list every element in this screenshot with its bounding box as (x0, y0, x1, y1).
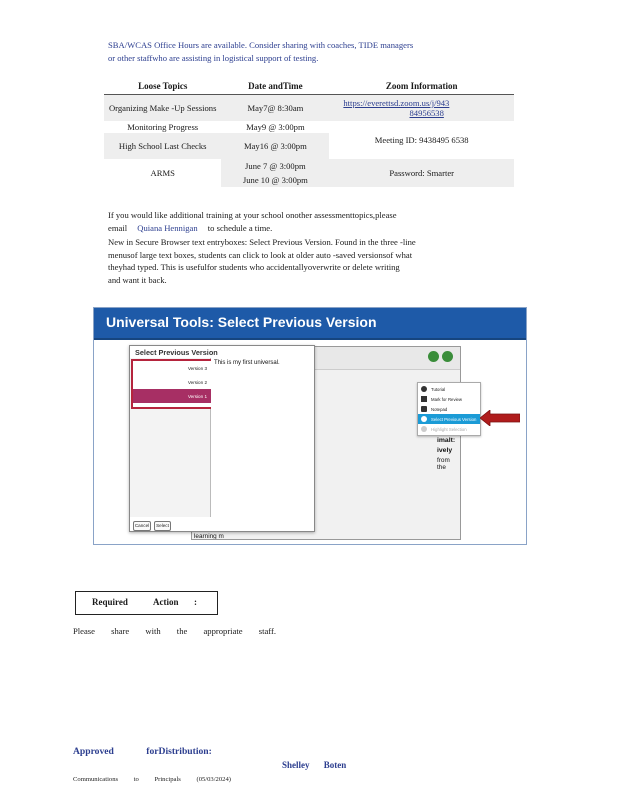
zoom-in-icon[interactable] (442, 351, 453, 362)
bullet-text (108, 39, 532, 64)
bullet-text (108, 209, 532, 234)
meeting-id-cell: Meeting ID: 9438495 6538 (374, 135, 469, 145)
topic-cell: Monitoring Progress (127, 122, 199, 132)
version-label: Version 1 (187, 394, 207, 399)
bullet-office-hours (92, 39, 532, 64)
flag-icon (421, 396, 427, 402)
dialog-title: Select Previous Version (135, 348, 218, 357)
zoom-link-cell (329, 95, 514, 122)
menu-item-notepad[interactable] (418, 404, 480, 414)
draft-preview-text: This is my first universal. (214, 360, 280, 366)
bullet-marker (92, 236, 100, 249)
zoom-link-continued[interactable]: 84956538 (409, 108, 444, 118)
notepad-icon (421, 406, 427, 412)
date-cell: June 7 @ 3:00pm (221, 159, 329, 174)
text-line: SBA/WCAS Office Hours are available. Consider sharing with coaches, TIDE managers (108, 40, 414, 50)
response-line: ively (437, 447, 453, 454)
table-header-row (104, 78, 514, 95)
header-date: Date andTime (221, 78, 329, 95)
table-row (104, 121, 514, 133)
version-option[interactable] (133, 375, 213, 389)
menu-item-label: Notepad (431, 407, 448, 412)
version-label: Version 3 (187, 366, 207, 371)
help-icon (421, 386, 427, 392)
colon-label: : (194, 597, 197, 607)
password-cell: Password: Smarter (329, 159, 514, 187)
required-action-text: Please share with the appropriate staff. (73, 626, 276, 636)
action-label: Action (153, 597, 179, 607)
version-preview-pane (211, 358, 314, 517)
bullet-select-previous (92, 236, 532, 286)
banner-title: Universal Tools: Select Previous Version (106, 314, 377, 330)
zoom-out-icon[interactable] (428, 351, 439, 362)
bullet-marker (92, 39, 100, 52)
figure-banner (94, 308, 526, 340)
text-line: and want it back. (108, 274, 167, 285)
menu-item-label: Select Previous Version (431, 417, 477, 422)
topic-cell: Organizing Make -Up Sessions (108, 103, 217, 113)
highlighter-icon (421, 426, 427, 432)
menu-item-highlight[interactable] (418, 424, 480, 434)
approver-name: Shelley Boten (282, 760, 347, 770)
text-line: menusof large text boxes, students can click to look at older auto -saved versionsof what (108, 249, 413, 260)
topic-cell: High School Last Checks (118, 141, 207, 151)
required-label: Required (92, 597, 128, 607)
text-fragment: to schedule a time. (207, 222, 273, 233)
office-hours-table (104, 78, 514, 187)
date-cell: May9 @ 3:00pm (246, 122, 305, 132)
menu-item-label: Tutorial (431, 387, 446, 392)
contact-name[interactable]: Quiana Hennigan (137, 222, 198, 233)
document-footer: Communications to Principals (05/03/2024) (73, 776, 231, 783)
approval-label: Approved forDistribution: (73, 746, 212, 757)
zoom-link[interactable]: https://everettsd.zoom.us/j/943 (343, 98, 450, 108)
menu-item-label: Mark for Review (431, 397, 463, 402)
passage-line: learning m (194, 533, 224, 540)
header-topics: Loose Topics (104, 78, 221, 95)
menu-item-mark-review[interactable] (418, 394, 480, 404)
date-cell: June 10 @ 3:00pm (221, 174, 329, 187)
pointer-arrow-icon (480, 410, 520, 426)
menu-item-select-previous-version[interactable] (418, 414, 480, 424)
version-option-selected[interactable] (133, 389, 213, 403)
text-line (108, 222, 532, 235)
select-previous-version-dialog (129, 345, 315, 532)
required-action-box (75, 591, 218, 615)
version-option[interactable] (133, 361, 213, 375)
three-line-menu (417, 382, 481, 436)
history-icon (421, 416, 427, 422)
bullet-text (108, 236, 532, 286)
date-cell: May7@ 8:30am (247, 103, 304, 113)
table-row (104, 95, 514, 122)
text-line: or other staffwho are assisting in logistical support of testing. (108, 52, 319, 63)
text-line: New in Secure Browser text entryboxes: Select Previous Version. Found in the three -line (108, 237, 416, 247)
bullet-marker (92, 209, 100, 222)
menu-item-label: Highlight Selection (431, 427, 467, 432)
menu-item-tutorial[interactable] (418, 384, 480, 394)
version-list (131, 359, 215, 409)
cancel-button[interactable]: Cancel (133, 521, 151, 531)
response-line: from the (437, 457, 450, 471)
text-line: theyhad typed. This is usefulfor students who accidentallyoverwrite or delete writing (108, 262, 400, 272)
text-fragment: email (108, 222, 128, 233)
header-zoom: Zoom Information (329, 78, 514, 95)
date-cell: May16 @ 3:00pm (243, 141, 307, 151)
table-row (104, 159, 514, 174)
select-button[interactable]: Select (154, 521, 171, 531)
response-line: imalt: (437, 437, 456, 444)
version-label: Version 2 (187, 380, 207, 385)
topic-cell: ARMS (150, 168, 175, 178)
version-list-pane (130, 358, 211, 517)
text-line: If you would like additional training at your school onother assessmenttopics,please (108, 210, 397, 220)
bullet-training (92, 209, 532, 234)
